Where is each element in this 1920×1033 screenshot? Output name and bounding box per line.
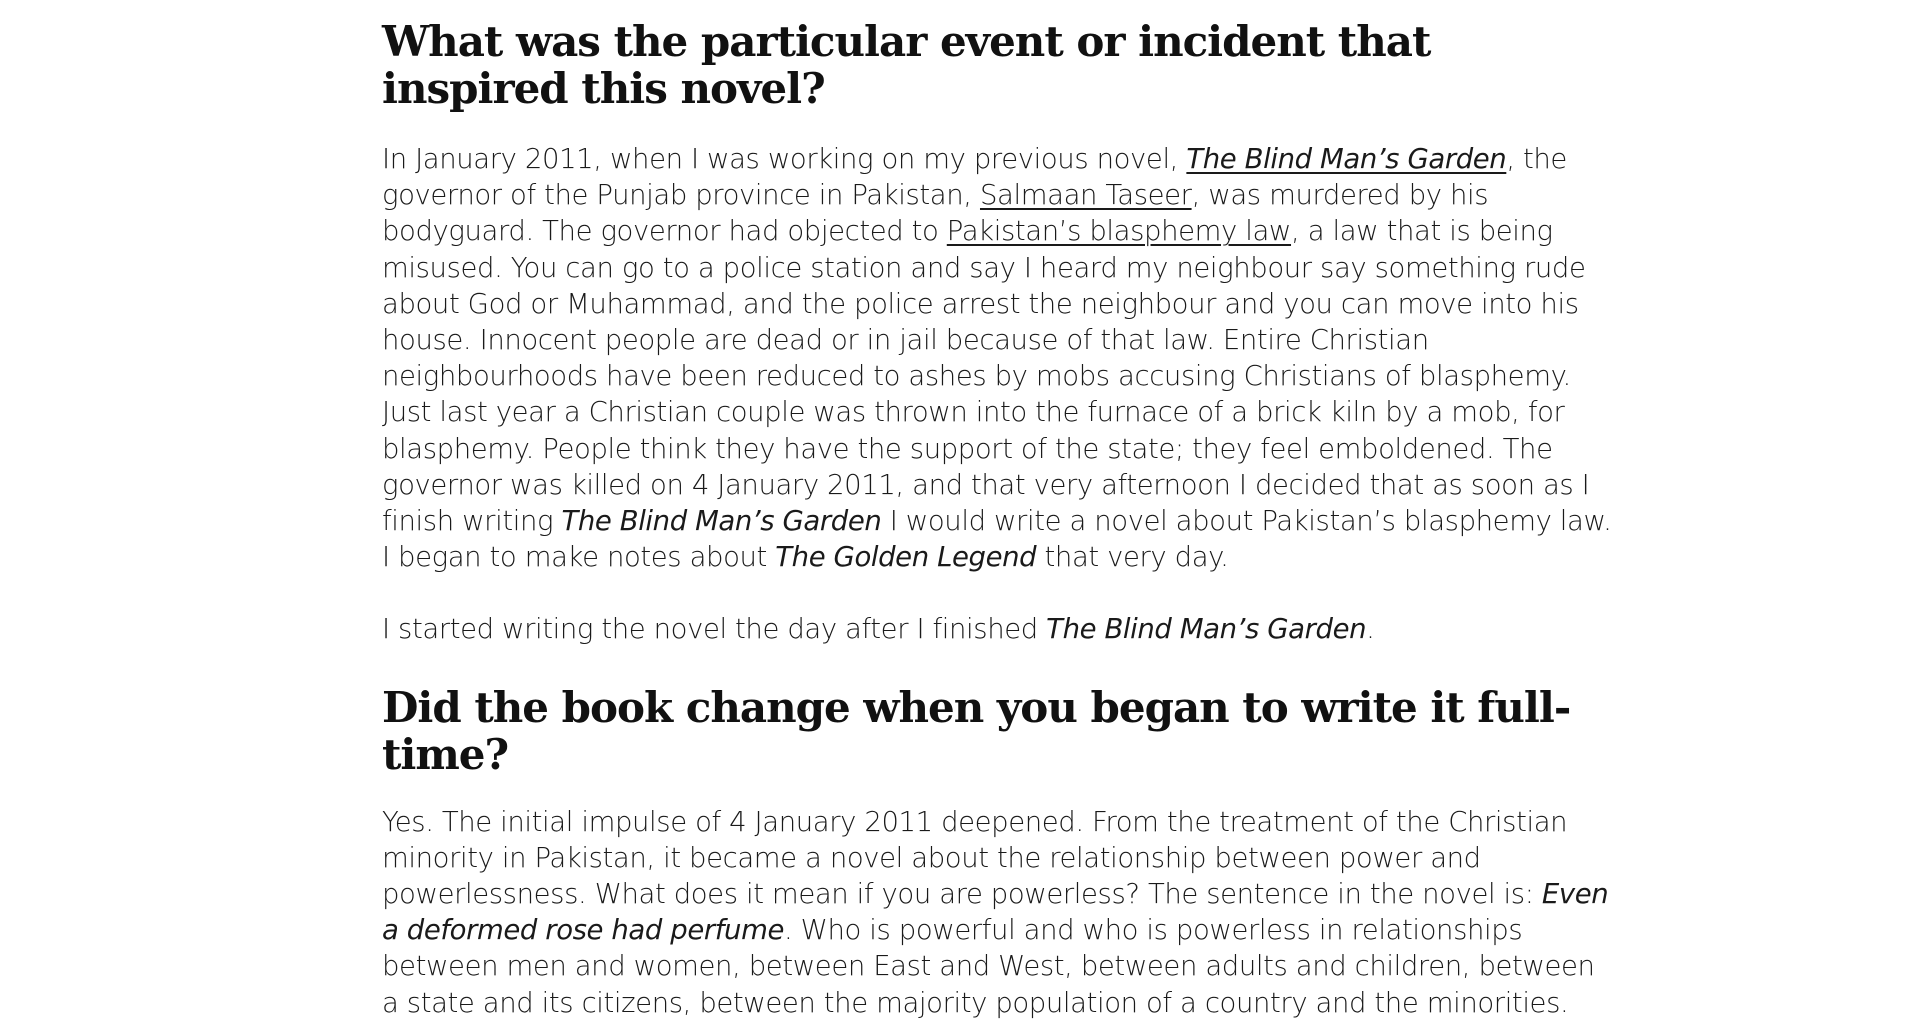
question-heading-inspiration: What was the particular event or incident that inspired this novel? bbox=[382, 17, 1431, 113]
text-run: In January 2011, when I was working on my previous novel, bbox=[382, 143, 1187, 175]
text-run: Yes. The initial impulse of 4 January 2011 deepened. From the treatment of the Christian minority in Pakistan, it became a novel about the relationship between power and powerlessness. What does it mean if you are powerless? The sentence in the novel is: bbox=[382, 805, 1568, 911]
text-run: . bbox=[1366, 613, 1375, 646]
answer-paragraph-started-writing bbox=[382, 611, 1612, 647]
text-run: , the governor of the Punjab province in Pakistan, bbox=[382, 143, 1567, 212]
text-run: . Who is powerful and who is powerless in relationships between men and women, between East and West, between adults and children, between a state and its citizens, between the majority population of a country and the minorities. bbox=[382, 914, 1595, 1019]
text-run: I would write a novel about Pakistan’s blasphemy law. I began to make notes about bbox=[382, 505, 1612, 574]
answer-paragraph-book-change bbox=[382, 804, 1612, 1021]
book-title-italic: The Golden Legend bbox=[775, 541, 1037, 574]
text-run: I started writing the novel the day after I finished bbox=[382, 613, 1047, 646]
book-title-italic: The Blind Man’s Garden bbox=[1046, 613, 1367, 646]
text-run: , was murdered by his bodyguard. The governor had objected to bbox=[382, 179, 1489, 248]
link-blind-mans-garden[interactable]: The Blind Man’s Garden bbox=[1186, 143, 1507, 175]
text-run: that very day. bbox=[1036, 541, 1229, 574]
answer-paragraph-inspiration bbox=[382, 141, 1612, 575]
link-blasphemy-law[interactable]: Pakistan’s blasphemy law bbox=[946, 215, 1292, 248]
book-title-italic: The Blind Man’s Garden bbox=[561, 505, 882, 538]
text-run: , a law that is being misused. You can go to a police station and say I heard my neighbour say something rude about God or Muhammad, and the police arrest the neighbour and you can move into his house. Innocent people are dead or in jail because of that law. Entire Christian neighbourhoods have been reduced to ashes by mobs accusing Christians of blasphemy. Just last year a Christian couple was thrown into the furnace of a brick kiln by a mob, for blasphemy. People think they have the support of the state; they feel emboldened. The governor was killed on 4 January 2011, and that very afternoon I decided that as soon as I finish writing bbox=[382, 215, 1590, 538]
article-body bbox=[382, 18, 1612, 1021]
link-salmaan-taseer[interactable]: Salmaan Taseer bbox=[979, 179, 1192, 212]
quote-italic: Even a deformed rose had perfume bbox=[382, 878, 1609, 947]
question-heading-book-change: Did the book change when you began to write it full-time? bbox=[382, 682, 1571, 779]
